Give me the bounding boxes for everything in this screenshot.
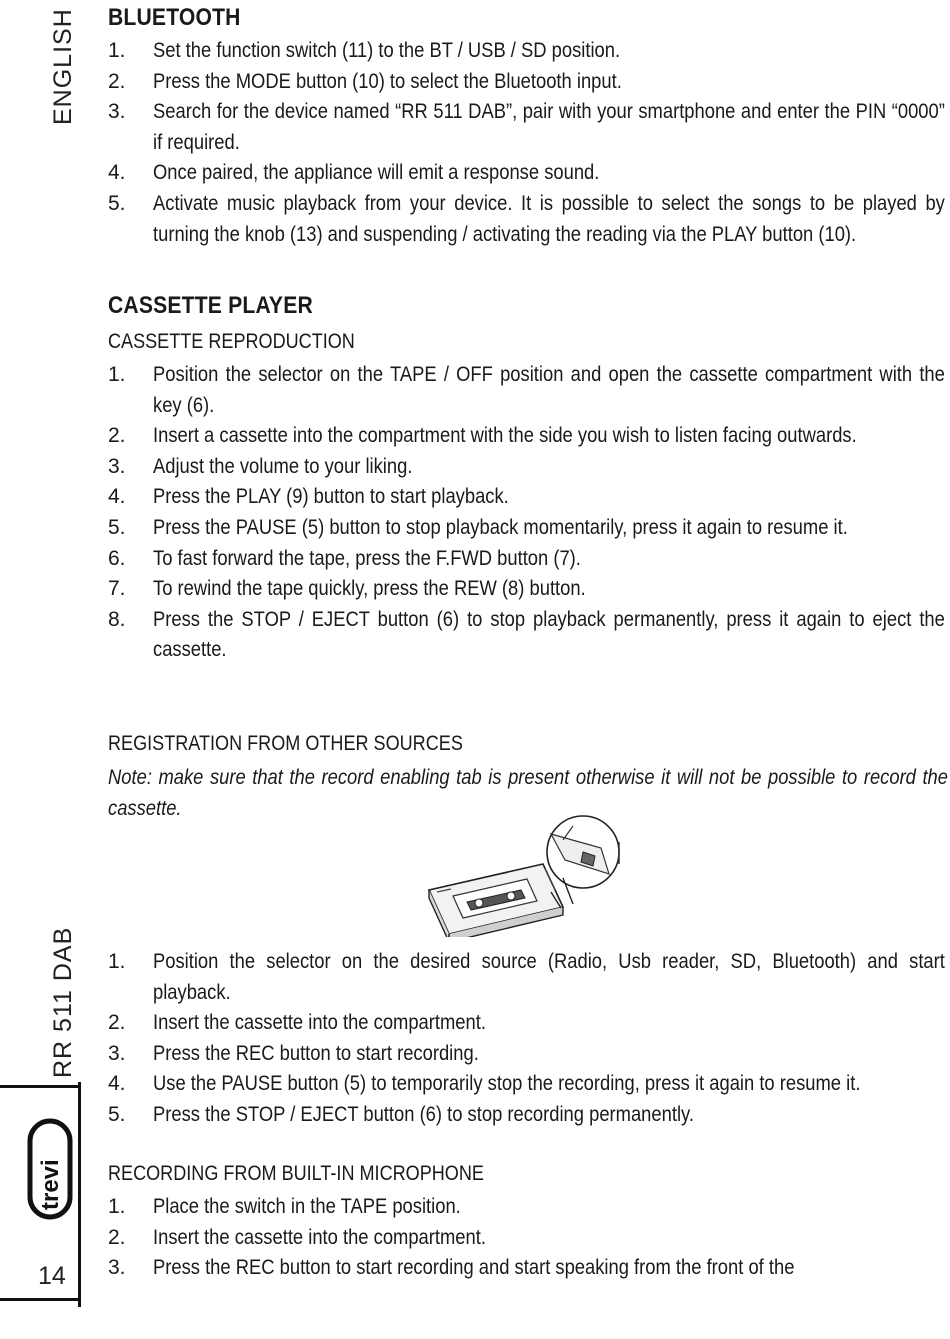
bluetooth-heading: BLUETOOTH: [108, 4, 241, 31]
rail-divider-vertical: [78, 1082, 81, 1307]
list-item: 6. To fast forward the tape, press the F.FWD button (7).: [108, 546, 581, 570]
list-item: 1. Position the selector on the desired source (Radio, Usb reader, SD, Bluetooth) and start playback.: [108, 950, 945, 1004]
list-item: 1. Place the switch in the TAPE position.: [108, 1195, 461, 1218]
list-item: 3. Adjust the volume to your liking.: [108, 454, 413, 478]
list-item: 3. Press the REC button to start recording and start speaking from the front of the: [108, 1256, 795, 1280]
microphone-heading: RECORDING FROM BUILT-IN MICROPHONE: [108, 1162, 484, 1185]
reproduction-heading: CASSETTE REPRODUCTION: [108, 330, 355, 353]
list-item: 1. Position the selector on the TAPE / OFF position and open the cassette compartment with the key (6).: [108, 363, 945, 417]
list-item: 3. Search for the device named “RR 511 DAB”, pair with your smartphone and enter the PIN “0000” if required.: [108, 100, 945, 154]
list-item: 2. Insert the cassette into the compartment.: [108, 1225, 486, 1249]
cassette-heading: CASSETTE PLAYER: [108, 292, 313, 319]
language-label: ENGLISH: [49, 8, 77, 125]
list-item: 8. Press the STOP / EJECT button (6) to stop playback permanently, press it again to eject the cassette.: [108, 607, 945, 662]
list-item: 2. Insert a cassette into the compartment with the side you wish to listen facing outwards.: [108, 424, 857, 448]
trevi-logo: [27, 1118, 73, 1220]
list-item: 7. To rewind the tape quickly, press the REW (8) button.: [108, 577, 586, 601]
list-item: 4. Use the PAUSE button (5) to temporarily stop the recording, press it again to resume it.: [108, 1072, 861, 1096]
registration-steps: [108, 947, 948, 1131]
logo-text: trevi: [37, 1159, 64, 1210]
list-item: 1. Set the function switch (11) to the BT / USB / SD position.: [108, 39, 621, 62]
list-item: 3. Press the REC button to start recording.: [108, 1041, 479, 1065]
list-item: 5. Activate music playback from your device. It is possible to select the songs to be played by turning the knob (13) and suspending / activating the reading via the PLAY button (10).: [108, 191, 945, 246]
list-item: 4. Once paired, the appliance will emit a response sound.: [108, 161, 600, 185]
reproduction-steps: [108, 360, 948, 666]
page-number: 14: [38, 1262, 66, 1290]
record-tab-note: Note: make sure that the record enabling tab is present otherwise it will not be possible to record the cassette.: [108, 766, 948, 820]
cassette-record-tab-illustration: [423, 812, 623, 937]
list-item: 2. Insert the cassette into the compartment.: [108, 1011, 486, 1035]
list-item: 2. Press the MODE button (10) to select the Bluetooth input.: [108, 69, 622, 93]
model-label: RR 511 DAB: [49, 926, 77, 1078]
microphone-steps: [108, 1192, 948, 1284]
bluetooth-steps: [108, 36, 948, 250]
list-item: 5. Press the PAUSE (5) button to stop playback momentarily, press it again to resume it.: [108, 515, 848, 539]
list-item: 5. Press the STOP / EJECT button (6) to stop recording permanently.: [108, 1102, 694, 1126]
list-item: 4. Press the PLAY (9) button to start playback.: [108, 485, 509, 509]
registration-heading: REGISTRATION FROM OTHER SOURCES: [108, 732, 463, 755]
page-bottom-line: [0, 1298, 80, 1301]
rail-divider-horizontal: [0, 1085, 80, 1088]
